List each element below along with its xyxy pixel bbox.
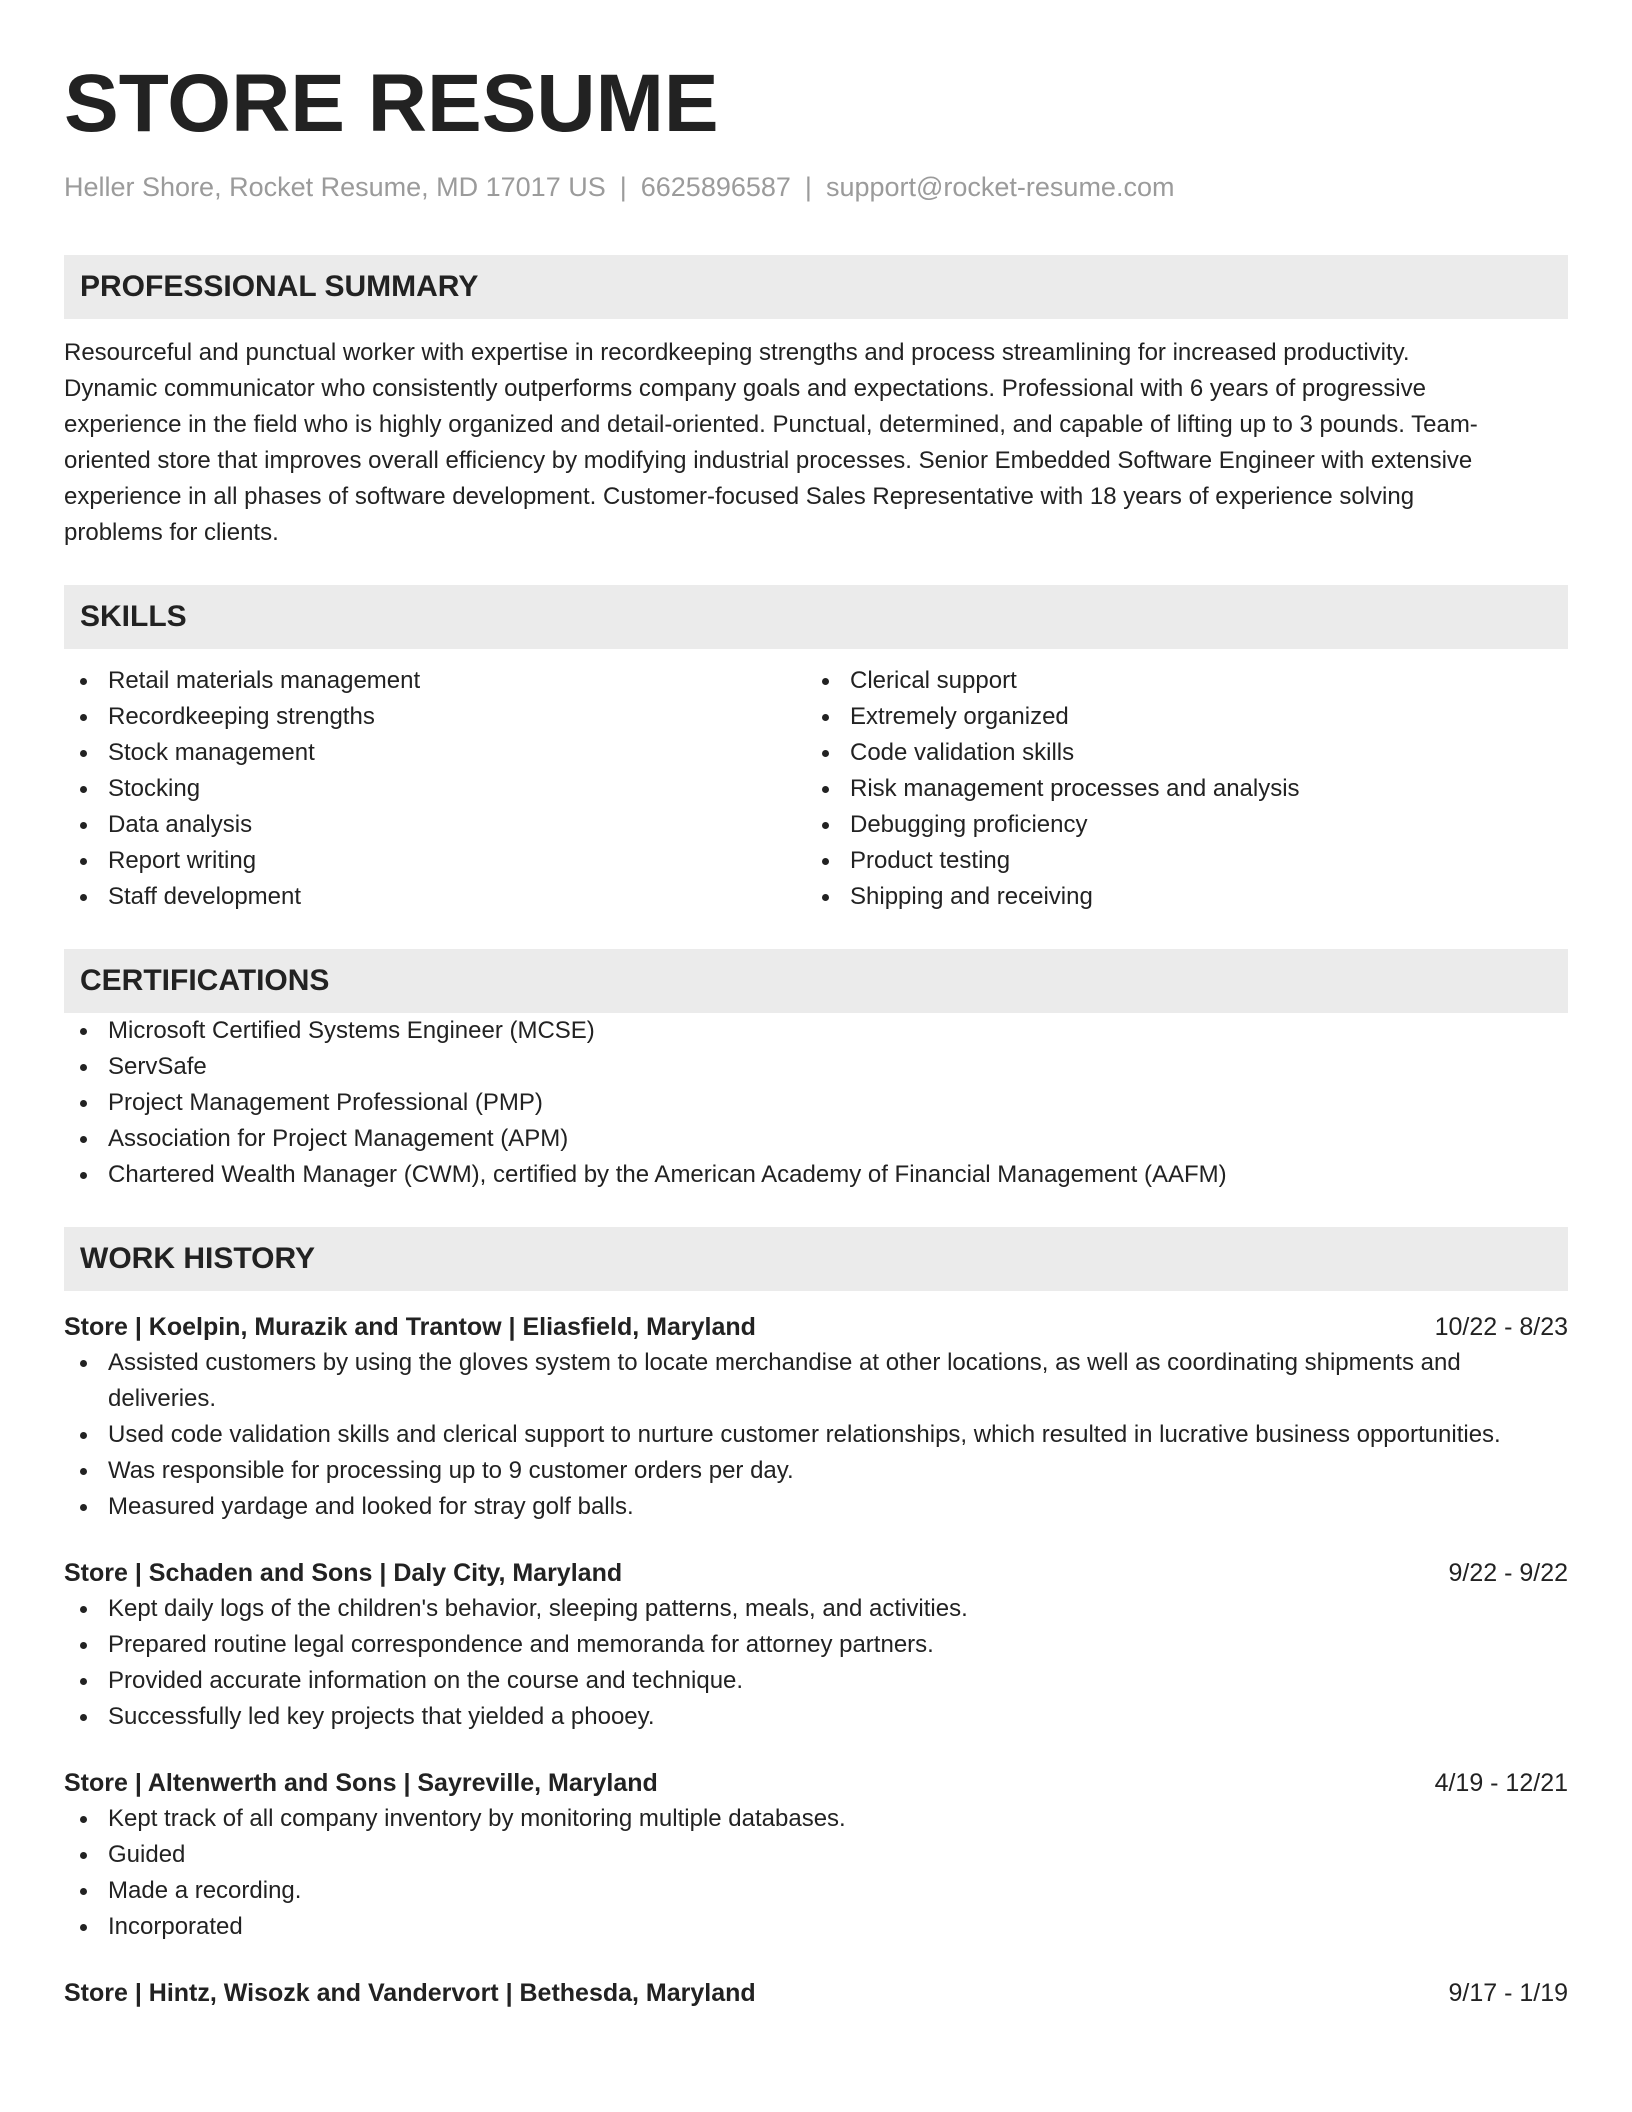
skills-grid	[64, 663, 1568, 915]
skills-heading: SKILLS	[64, 585, 1568, 649]
job-entry	[64, 1309, 1568, 1525]
job-entry	[64, 1765, 1568, 1945]
certification-item: Project Management Professional (PMP)	[64, 1085, 1568, 1121]
job-duty: Measured yardage and looked for stray golf balls.	[64, 1489, 1568, 1525]
skill-item: Data analysis	[64, 807, 806, 843]
skill-item: Risk management processes and analysis	[806, 771, 1548, 807]
job-duty: Made a recording.	[64, 1873, 1568, 1909]
skill-item: Product testing	[806, 843, 1548, 879]
job-title: Store | Koelpin, Murazik and Trantow | Eliasfield, Maryland	[64, 1313, 756, 1341]
certifications-list	[64, 1013, 1568, 1193]
skill-item: Recordkeeping strengths	[64, 699, 806, 735]
skill-item: Code validation skills	[806, 735, 1548, 771]
skill-item: Report writing	[64, 843, 806, 879]
certification-item: Chartered Wealth Manager (CWM), certified by the American Academy of Financial Management (AAFM)	[64, 1157, 1568, 1193]
resume-title: STORE RESUME	[64, 58, 719, 149]
skills-column-right	[806, 663, 1548, 915]
job-duty: Incorporated	[64, 1909, 1568, 1945]
job-dates: 9/17 - 1/19	[1448, 1979, 1568, 2007]
summary-line: Resourceful and punctual worker with expertise in recordkeeping strengths and process streamlining for increased productivity.	[64, 339, 1410, 366]
summary-line: experience in the field who is highly organized and detail-oriented. Punctual, determined, and capable of lifting up to 3 pounds. Team-	[64, 411, 1478, 438]
summary-heading: PROFESSIONAL SUMMARY	[64, 255, 1568, 319]
job-header	[64, 1975, 1568, 2011]
job-entry	[64, 1555, 1568, 1735]
certifications-heading: CERTIFICATIONS	[64, 949, 1568, 1013]
summary-line: problems for clients.	[64, 519, 279, 546]
job-dates: 10/22 - 8/23	[1434, 1313, 1568, 1341]
job-title: Store | Hintz, Wisozk and Vandervort | Bethesda, Maryland	[64, 1979, 756, 2007]
skill-item: Staff development	[64, 879, 806, 915]
skill-item: Shipping and receiving	[806, 879, 1548, 915]
job-duty: Kept daily logs of the children's behavior, sleeping patterns, meals, and activities.	[64, 1591, 1568, 1627]
contact-email[interactable]: support@rocket-resume.com	[825, 172, 1175, 202]
job-duty: Guided	[64, 1837, 1568, 1873]
job-title: Store | Altenwerth and Sons | Sayreville, Maryland	[64, 1769, 658, 1797]
contact-phone: 6625896587	[640, 172, 791, 202]
job-duties	[64, 1345, 1568, 1525]
job-duty: Used code validation skills and clerical support to nurture customer relationships, which resulted in lucrative business opportunities.	[64, 1417, 1568, 1453]
work-history-heading: WORK HISTORY	[64, 1227, 1568, 1291]
job-dates: 9/22 - 9/22	[1448, 1559, 1568, 1587]
contact-separator: |	[804, 172, 812, 202]
contact-separator: |	[619, 172, 627, 202]
job-duties	[64, 1591, 1568, 1735]
job-duties	[64, 1801, 1568, 1945]
job-duty: Kept track of all company inventory by monitoring multiple databases.	[64, 1801, 1568, 1837]
job-title: Store | Schaden and Sons | Daly City, Maryland	[64, 1559, 623, 1587]
job-duty: Prepared routine legal correspondence and memoranda for attorney partners.	[64, 1627, 1568, 1663]
job-duty: Provided accurate information on the course and technique.	[64, 1663, 1568, 1699]
certification-item: Microsoft Certified Systems Engineer (MCSE)	[64, 1013, 1568, 1049]
job-header	[64, 1309, 1568, 1345]
resume-page	[64, 0, 1568, 2011]
summary-line: Dynamic communicator who consistently outperforms company goals and expectations. Professional with 6 years of progressive	[64, 375, 1426, 402]
summary-line: experience in all phases of software development. Customer-focused Sales Representative with 18 years of experience solving	[64, 483, 1415, 510]
job-entry	[64, 1975, 1568, 2011]
summary-text	[64, 335, 1568, 551]
skill-item: Extremely organized	[806, 699, 1548, 735]
job-dates: 4/19 - 12/21	[1434, 1769, 1568, 1797]
contact-address: Heller Shore, Rocket Resume, MD 17017 US	[64, 172, 606, 202]
summary-line: oriented store that improves overall efficiency by modifying industrial processes. Senior Embedded Software Engineer with extensive	[64, 447, 1473, 474]
skill-item: Clerical support	[806, 663, 1548, 699]
skill-item: Stock management	[64, 735, 806, 771]
job-header	[64, 1765, 1568, 1801]
certification-item: ServSafe	[64, 1049, 1568, 1085]
job-duty: Assisted customers by using the gloves system to locate merchandise at other locations, as well as coordinating shipments and deliveries.	[64, 1345, 1568, 1417]
contact-line	[64, 170, 1568, 204]
skill-item: Retail materials management	[64, 663, 806, 699]
job-header	[64, 1555, 1568, 1591]
job-duty: Was responsible for processing up to 9 customer orders per day.	[64, 1453, 1568, 1489]
certification-item: Association for Project Management (APM)	[64, 1121, 1568, 1157]
skill-item: Stocking	[64, 771, 806, 807]
job-duty: Successfully led key projects that yielded a phooey.	[64, 1699, 1568, 1735]
skill-item: Debugging proficiency	[806, 807, 1548, 843]
skills-column-left	[64, 663, 806, 915]
